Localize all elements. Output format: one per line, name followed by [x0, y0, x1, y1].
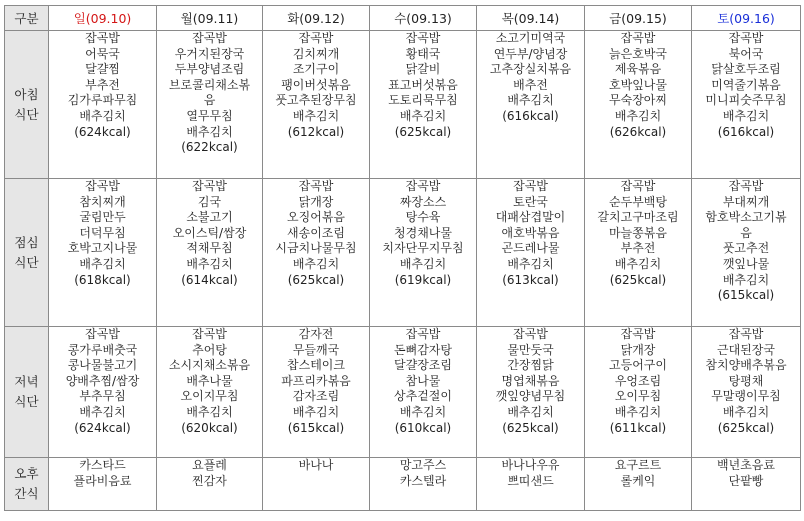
breakfast-thu-cell: [477, 31, 585, 179]
menu-item: (619kcal): [394, 272, 452, 287]
menu-item: 고등어구이: [609, 358, 667, 373]
menu-item: 닭개장: [298, 194, 334, 209]
dinner-tue-cell: [263, 327, 370, 458]
menu-item: (625kcal): [717, 420, 775, 435]
weekly-meal-table: [4, 5, 801, 511]
lunch-label: [5, 179, 49, 327]
menu-item: 어묵국: [85, 46, 120, 61]
menu-item: 소불고기: [186, 210, 233, 225]
menu-item: 더덕무침: [79, 225, 126, 240]
menu-item: 배추김치: [614, 256, 662, 271]
menu-item: 청경채나물: [394, 225, 452, 240]
menu-item: 팽이버섯볶음: [281, 77, 351, 92]
menu-item: 무숙장아찌: [609, 93, 667, 108]
menu-item: 바나나우유: [501, 458, 560, 472]
menu-item: 잡곡밥: [513, 179, 548, 193]
menu-item: 미역줄기볶음: [711, 77, 781, 92]
dinner-sun-cell: [49, 327, 157, 458]
menu-item: (624kcal): [74, 124, 131, 139]
breakfast-wed-cell: [370, 31, 477, 179]
menu-item: 근대된장국: [717, 342, 775, 357]
menu-item: 부추무침: [79, 389, 126, 404]
menu-item: (616kcal): [502, 108, 559, 123]
row-label-line: 식단: [14, 106, 39, 122]
menu-item: 깻잎나물: [722, 256, 770, 271]
snack-wed-cell: [370, 458, 477, 511]
day-header-tue: 화(09.12): [263, 6, 370, 31]
menu-item: 무들깨국: [292, 342, 340, 357]
menu-item: 카스타드: [79, 458, 126, 472]
dinner-sat-cell: [692, 327, 801, 458]
menu-item: 배추김치: [399, 404, 447, 419]
breakfast-label: [5, 31, 49, 179]
menu-item: 치자단무지무침: [382, 241, 464, 256]
menu-item: 물만둣국: [507, 342, 554, 357]
row-label-line: 오후: [14, 466, 39, 481]
menu-item: 무말랭이무침: [711, 389, 781, 404]
menu-item: 브로콜리채소볶: [168, 77, 251, 92]
menu-item: (624kcal): [74, 420, 131, 435]
menu-item: 망고주스: [399, 458, 447, 472]
menu-item: 참치찌개: [79, 194, 126, 209]
menu-item: 쁘띠샌드: [507, 473, 554, 488]
menu-item: 배추김치: [79, 256, 126, 271]
menu-item: 대패삼겹말이: [495, 210, 566, 225]
menu-item: 잡곡밥: [85, 327, 120, 341]
lunch-fri-cell: [585, 179, 692, 327]
menu-item: 배추김치: [722, 404, 770, 419]
menu-item: 조기구이: [292, 62, 340, 77]
menu-item: 감자조림: [292, 389, 340, 404]
menu-item: (614kcal): [181, 272, 238, 287]
menu-item: 잡곡밥: [728, 179, 764, 193]
menu-item: 풋고추된장무침: [275, 93, 357, 108]
menu-item: (612kcal): [287, 124, 345, 139]
menu-item: 카스텔라: [399, 473, 447, 488]
menu-item: 잡곡밥: [513, 327, 548, 341]
menu-item: 배추김치: [507, 404, 554, 419]
menu-item: 김치찌개: [292, 46, 340, 61]
menu-item: 잡곡밥: [405, 179, 441, 193]
breakfast-fri-cell: [585, 31, 692, 179]
row-label-line: 간식: [14, 486, 39, 501]
lunch-wed-cell: [370, 179, 477, 327]
snack-tue-cell: [263, 458, 370, 511]
menu-item: 곤드레나물: [501, 241, 560, 256]
menu-item: 닭개장: [620, 342, 656, 357]
menu-item: (613kcal): [502, 272, 559, 287]
menu-item: 잡곡밥: [620, 327, 656, 341]
menu-item: 배추김치: [722, 272, 770, 287]
menu-item: (626kcal): [609, 124, 667, 139]
menu-item: 배추김치: [722, 108, 770, 123]
menu-item: 잡곡밥: [192, 179, 227, 193]
menu-item: 잡곡밥: [192, 327, 227, 341]
menu-item: 잡곡밥: [728, 31, 764, 45]
menu-item: 김국: [197, 194, 222, 209]
menu-item: 참치양배추볶음: [705, 358, 787, 373]
snack-sat-cell: [692, 458, 801, 511]
snack-row: [5, 458, 801, 511]
menu-item: 잡곡밥: [405, 31, 441, 45]
menu-item: 오이스틱/쌈장: [172, 225, 247, 240]
menu-item: 단팥빵: [728, 473, 764, 488]
menu-item: 부추전: [620, 241, 656, 256]
menu-item: 오이지무침: [180, 389, 239, 404]
menu-item: 표고버섯볶음: [388, 77, 458, 92]
menu-item: 새송이조림: [287, 225, 345, 240]
menu-item: 함호박소고기볶: [705, 210, 787, 225]
menu-item: 열무무침: [186, 108, 233, 123]
menu-item: 애호박볶음: [501, 225, 560, 240]
menu-item: 콩가루배춧국: [67, 342, 138, 357]
day-header-sun: 일(09.10): [49, 6, 157, 31]
menu-item: (620kcal): [181, 420, 238, 435]
menu-item: 배추김치: [292, 108, 340, 123]
row-label-line: 저녁: [14, 374, 39, 389]
dinner-fri-cell: [585, 327, 692, 458]
menu-item: (615kcal): [287, 420, 345, 435]
menu-item: 우거지된장국: [174, 46, 245, 61]
day-header-mon: 월(09.11): [157, 6, 263, 31]
menu-item: 롤케익: [620, 473, 656, 488]
menu-item: 참나물: [405, 373, 441, 388]
menu-item: 배추김치: [507, 256, 554, 271]
menu-item: 고추장실치볶음: [489, 62, 572, 77]
lunch-thu-cell: [477, 179, 585, 327]
breakfast-tue-cell: [263, 31, 370, 179]
menu-item: 미니피숫주무침: [705, 93, 787, 108]
header-row: [5, 6, 801, 31]
menu-item: 간장찜닭: [507, 358, 554, 373]
menu-item: 북어국: [728, 46, 764, 61]
menu-item: 잡곡밥: [620, 179, 656, 193]
menu-item: (611kcal): [609, 420, 667, 435]
lunch-sat-cell: [692, 179, 801, 327]
menu-item: (618kcal): [74, 272, 131, 287]
day-header-wed: 수(09.13): [370, 6, 477, 31]
day-header-thu: 목(09.14): [477, 6, 585, 31]
menu-item: 잡곡밥: [298, 179, 334, 193]
menu-item: 배추김치: [292, 404, 340, 419]
menu-item: 플라비음료: [73, 473, 132, 488]
row-label-line: 식단: [14, 394, 39, 409]
menu-item: 달걀찜: [85, 62, 120, 77]
menu-item: 우엉조림: [614, 373, 662, 388]
menu-item: 탕수육: [405, 210, 441, 225]
menu-item: 요플레: [192, 458, 227, 472]
menu-item: 배추전: [513, 77, 548, 92]
menu-item: 찹스테이크: [287, 358, 345, 373]
menu-item: 적채무침: [186, 241, 233, 256]
menu-item: 배추김치: [186, 256, 233, 271]
snack-mon-cell: [157, 458, 263, 511]
menu-item: 배추김치: [79, 108, 126, 123]
menu-item: 배추김치: [399, 256, 447, 271]
dinner-thu-cell: [477, 327, 585, 458]
breakfast-sun-cell: [49, 31, 157, 179]
menu-item: 소고기미역국: [495, 31, 566, 45]
menu-item: 잡곡밥: [85, 179, 120, 193]
menu-item: 배추김치: [79, 404, 126, 419]
menu-item: 닭갈비: [405, 62, 441, 77]
menu-item: 갈치고구마조림: [597, 210, 679, 225]
menu-item: 순두부백탕: [609, 194, 667, 209]
menu-item: 배추김치: [507, 93, 554, 108]
menu-item: (610kcal): [394, 420, 452, 435]
menu-item: 양배추찜/쌈장: [65, 373, 140, 388]
menu-item: 연두부/양념장: [493, 46, 568, 61]
menu-item: (616kcal): [717, 124, 775, 139]
menu-item: 잡곡밥: [728, 327, 764, 341]
lunch-row: [5, 179, 801, 327]
menu-item: 잡곡밥: [620, 31, 656, 45]
menu-item: 잡곡밥: [192, 31, 227, 45]
menu-item: 배추김치: [399, 108, 447, 123]
menu-item: 찐감자: [192, 473, 227, 488]
menu-item: 배추나물: [186, 373, 233, 388]
menu-item: 소시지채소볶음: [168, 358, 251, 373]
menu-item: 잡곡밥: [405, 327, 441, 341]
menu-item: 부추전: [85, 77, 120, 92]
menu-item: (625kcal): [287, 272, 345, 287]
breakfast-sat-cell: [692, 31, 801, 179]
menu-item: 짜장소스: [399, 194, 447, 209]
row-label-line: 아침: [14, 86, 39, 102]
menu-item: 호박잎나물: [609, 77, 667, 92]
menu-item: 달걀장조림: [394, 358, 452, 373]
menu-item: 파프리카볶음: [281, 373, 351, 388]
menu-item: 배추김치: [292, 256, 340, 271]
menu-item: 깻잎양념무침: [495, 389, 566, 404]
menu-item: (615kcal): [717, 288, 775, 303]
menu-item: 잡곡밥: [298, 31, 334, 45]
menu-item: 토란국: [513, 194, 548, 209]
lunch-tue-cell: [263, 179, 370, 327]
menu-item: 백년초음료: [717, 458, 775, 472]
menu-item: 요구르트: [614, 458, 662, 472]
menu-item: 닭살호두조림: [711, 62, 781, 77]
menu-item: 명엽채볶음: [501, 373, 560, 388]
menu-item: 김가루파무침: [67, 93, 138, 108]
menu-item: (625kcal): [609, 272, 667, 287]
dinner-mon-cell: [157, 327, 263, 458]
menu-item: 감자전: [298, 327, 334, 341]
day-header-sat: 토(09.16): [692, 6, 801, 31]
snack-thu-cell: [477, 458, 585, 511]
menu-item: 추어탕: [192, 342, 227, 357]
menu-item: 탕평채: [728, 373, 764, 388]
row-label-line: 식단: [14, 254, 39, 270]
menu-item: 굴림만두: [79, 210, 126, 225]
menu-item: (622kcal): [181, 140, 238, 155]
menu-item: 늙은호박국: [609, 46, 667, 61]
menu-item: 음: [203, 93, 216, 108]
menu-item: 호박고지나물: [67, 241, 138, 256]
menu-item: 제육볶음: [614, 62, 662, 77]
breakfast-mon-cell: [157, 31, 263, 179]
menu-item: 잡곡밥: [85, 31, 120, 45]
menu-item: 오징어볶음: [287, 210, 345, 225]
lunch-mon-cell: [157, 179, 263, 327]
category-header: 구분: [5, 6, 49, 31]
menu-item: (625kcal): [394, 124, 452, 139]
menu-item: 상추겉절이: [394, 389, 452, 404]
menu-item: 풋고추전: [722, 241, 770, 256]
snack-fri-cell: [585, 458, 692, 511]
menu-item: 부대찌개: [722, 194, 770, 209]
dinner-wed-cell: [370, 327, 477, 458]
breakfast-row: [5, 31, 801, 179]
menu-item: 배추김치: [186, 404, 233, 419]
menu-item: 콩나물불고기: [67, 358, 138, 373]
menu-item: 시금치나물무침: [275, 241, 357, 256]
menu-item: 배추김치: [614, 108, 662, 123]
menu-item: 마늘쫑볶음: [609, 225, 667, 240]
menu-item: 돈뼈감자탕: [394, 342, 452, 357]
menu-item: 배추김치: [186, 124, 233, 139]
dinner-row: [5, 327, 801, 458]
menu-item: (625kcal): [502, 420, 559, 435]
menu-item: 음: [740, 225, 752, 240]
menu-item: 도토리묵무침: [388, 93, 458, 108]
row-label-line: 점심: [14, 234, 39, 250]
menu-item: 배추김치: [614, 404, 662, 419]
lunch-sun-cell: [49, 179, 157, 327]
dinner-label: [5, 327, 49, 458]
day-header-fri: 금(09.15): [585, 6, 692, 31]
menu-item: 두부양념조림: [174, 62, 245, 77]
menu-item: 바나나: [298, 458, 334, 472]
snack-sun-cell: [49, 458, 157, 511]
menu-item: 황태국: [405, 46, 441, 61]
snack-label: [5, 458, 49, 511]
menu-item: 오이무침: [614, 389, 662, 404]
